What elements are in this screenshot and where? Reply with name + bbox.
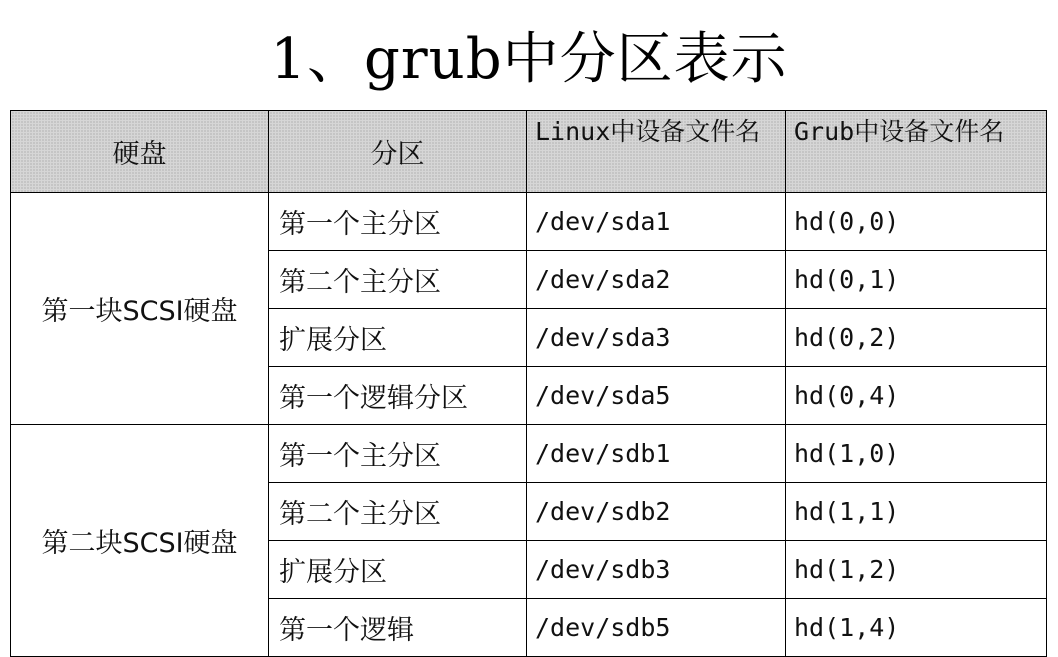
disk-cell: 第二块SCSI硬盘 <box>11 425 269 657</box>
partition-cell: 扩展分区 <box>269 309 527 367</box>
grub-device-cell: hd(1,1) <box>786 483 1047 541</box>
linux-device-cell: /dev/sdb5 <box>527 599 786 657</box>
grub-device-cell: hd(0,0) <box>786 193 1047 251</box>
linux-device-cell: /dev/sda3 <box>527 309 786 367</box>
header-grub-device: Grub中设备文件名 <box>786 111 1047 193</box>
linux-device-cell: /dev/sdb2 <box>527 483 786 541</box>
page-title: 1、grub中分区表示 <box>270 27 788 92</box>
partition-table <box>10 110 1047 657</box>
grub-device-cell: hd(1,0) <box>786 425 1047 483</box>
partition-cell: 第一个逻辑 <box>269 599 527 657</box>
partition-cell: 第一个逻辑分区 <box>269 367 527 425</box>
grub-device-cell: hd(0,1) <box>786 251 1047 309</box>
table-row <box>11 193 1047 251</box>
linux-device-cell: /dev/sda5 <box>527 367 786 425</box>
disk-cell: 第一块SCSI硬盘 <box>11 193 269 425</box>
linux-device-cell: /dev/sdb3 <box>527 541 786 599</box>
grub-device-cell: hd(1,2) <box>786 541 1047 599</box>
table-header-row <box>11 111 1047 193</box>
grub-device-cell: hd(1,4) <box>786 599 1047 657</box>
grub-device-cell: hd(0,4) <box>786 367 1047 425</box>
header-partition: 分区 <box>269 111 527 193</box>
table-row <box>11 425 1047 483</box>
linux-device-cell: /dev/sda1 <box>527 193 786 251</box>
partition-cell: 第一个主分区 <box>269 193 527 251</box>
linux-device-cell: /dev/sdb1 <box>527 425 786 483</box>
partition-cell: 扩展分区 <box>269 541 527 599</box>
header-disk: 硬盘 <box>11 111 269 193</box>
partition-cell: 第二个主分区 <box>269 251 527 309</box>
partition-cell: 第一个主分区 <box>269 425 527 483</box>
linux-device-cell: /dev/sda2 <box>527 251 786 309</box>
partition-cell: 第二个主分区 <box>269 483 527 541</box>
header-linux-device: Linux中设备文件名 <box>527 111 786 193</box>
grub-device-cell: hd(0,2) <box>786 309 1047 367</box>
